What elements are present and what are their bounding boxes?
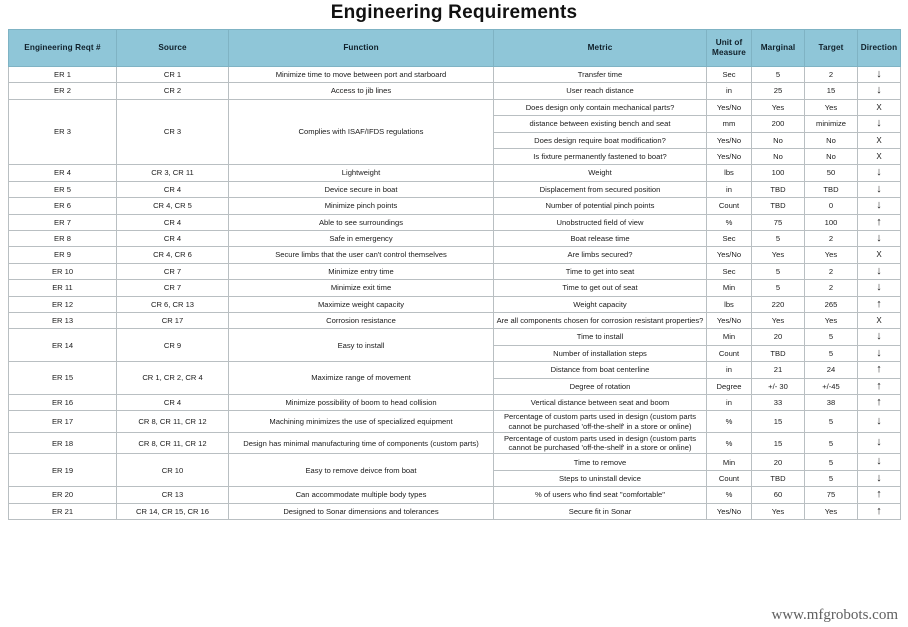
requirement-unit: Sec [707,263,752,279]
requirement-marginal: 15 [752,432,805,454]
requirement-unit: Yes/No [707,503,752,519]
requirement-metric: Weight [494,165,707,181]
requirement-function: Designed to Sonar dimensions and tolerances [229,503,494,519]
requirement-metric: Number of installation steps [494,345,707,361]
requirement-target: Yes [805,99,858,115]
requirement-source: CR 1, CR 2, CR 4 [117,362,229,395]
requirement-id: ER 5 [9,181,117,197]
requirement-target: No [805,148,858,164]
requirement-metric: Steps to uninstall device [494,470,707,486]
table-header-row [9,29,901,66]
requirement-source: CR 14, CR 15, CR 16 [117,503,229,519]
requirement-source: CR 8, CR 11, CR 12 [117,432,229,454]
requirement-metric: Does design require boat modification? [494,132,707,148]
requirement-metric: Is fixture permanently fastened to boat? [494,148,707,164]
requirement-direction-x [858,247,901,263]
requirement-marginal: 75 [752,214,805,230]
requirement-target: No [805,132,858,148]
requirement-metric: User reach distance [494,83,707,99]
table-row [9,503,901,519]
requirement-target: 265 [805,296,858,312]
requirement-marginal: 20 [752,454,805,470]
requirement-source: CR 13 [117,487,229,503]
column-header-target: Target [805,29,858,66]
requirement-target: Yes [805,247,858,263]
table-row [9,263,901,279]
requirement-id: ER 4 [9,165,117,181]
requirement-unit: % [707,214,752,230]
requirement-id: ER 12 [9,296,117,312]
requirement-function: Complies with ISAF/IFDS regulations [229,99,494,165]
requirement-direction-down [858,263,901,279]
requirement-direction-down [858,411,901,433]
requirement-unit: Sec [707,66,752,82]
requirement-function: Design has minimal manufacturing time of components (custom parts) [229,432,494,454]
requirement-unit: lbs [707,296,752,312]
requirement-function: Easy to install [229,329,494,362]
requirement-unit: % [707,432,752,454]
requirement-function: Safe in emergency [229,230,494,246]
requirement-target: Yes [805,312,858,328]
requirement-id: ER 19 [9,454,117,487]
requirement-metric: Are limbs secured? [494,247,707,263]
requirement-source: CR 17 [117,312,229,328]
requirement-direction-down [858,345,901,361]
requirement-unit: mm [707,116,752,132]
requirement-source: CR 9 [117,329,229,362]
requirement-marginal: TBD [752,470,805,486]
requirement-direction-down [858,198,901,214]
requirement-source: CR 7 [117,263,229,279]
requirement-unit: Sec [707,230,752,246]
requirement-function: Minimize exit time [229,280,494,296]
requirement-id: ER 6 [9,198,117,214]
requirement-marginal: 5 [752,263,805,279]
requirement-target: +/-45 [805,378,858,394]
table-row [9,432,901,454]
column-header-engineering-reqt: Engineering Reqt # [9,29,117,66]
requirement-source: CR 8, CR 11, CR 12 [117,411,229,433]
requirement-metric: Secure fit in Sonar [494,503,707,519]
table-row [9,411,901,433]
requirement-id: ER 8 [9,230,117,246]
requirement-direction-down [858,66,901,82]
requirement-metric: Does design only contain mechanical parts? [494,99,707,115]
requirement-metric: Time to remove [494,454,707,470]
requirement-metric: Transfer time [494,66,707,82]
page-title: Engineering Requirements [330,2,578,23]
requirement-id: ER 17 [9,411,117,433]
requirement-function: Minimize time to move between port and starboard [229,66,494,82]
requirement-function: Secure limbs that the user can't control themselves [229,247,494,263]
requirement-function: Minimize possibility of boom to head collision [229,395,494,411]
table-row [9,198,901,214]
requirement-id: ER 3 [9,99,117,165]
requirement-function: Corrosion resistance [229,312,494,328]
requirement-function: Machining minimizes the use of specialized equipment [229,411,494,433]
requirement-metric: Percentage of custom parts used in design (custom parts cannot be purchased 'off-the-shelf' in a store or online) [494,411,707,433]
table-row [9,395,901,411]
table-row [9,214,901,230]
requirement-target: minimize [805,116,858,132]
requirement-direction-down [858,181,901,197]
requirement-target: Yes [805,503,858,519]
requirement-target: 100 [805,214,858,230]
requirement-marginal: 220 [752,296,805,312]
requirement-source: CR 6, CR 13 [117,296,229,312]
requirement-target: 5 [805,345,858,361]
requirement-function: Maximize range of movement [229,362,494,395]
requirement-direction-x [858,132,901,148]
requirement-marginal: No [752,148,805,164]
requirement-marginal: 60 [752,487,805,503]
requirement-direction-down [858,280,901,296]
requirement-marginal: 21 [752,362,805,378]
requirement-marginal: 25 [752,83,805,99]
requirements-table-container [0,29,908,520]
table-row [9,181,901,197]
requirement-unit: Yes/No [707,99,752,115]
requirement-direction-down [858,454,901,470]
requirement-direction-up [858,296,901,312]
requirement-marginal: TBD [752,198,805,214]
table-row [9,312,901,328]
requirement-unit: Min [707,454,752,470]
requirement-source: CR 4 [117,181,229,197]
engineering-requirements-table [8,29,901,520]
table-header [9,29,901,66]
requirement-source: CR 1 [117,66,229,82]
requirement-target: 2 [805,66,858,82]
table-row [9,165,901,181]
column-header-direction: Direction [858,29,901,66]
requirement-unit: lbs [707,165,752,181]
requirement-target: 75 [805,487,858,503]
requirement-marginal: TBD [752,181,805,197]
requirement-metric: % of users who find seat "comfortable" [494,487,707,503]
requirement-id: ER 7 [9,214,117,230]
requirement-unit: % [707,411,752,433]
requirement-unit: in [707,83,752,99]
requirement-metric: Distance from boat centerline [494,362,707,378]
requirement-source: CR 4 [117,230,229,246]
requirement-function: Minimize entry time [229,263,494,279]
requirement-metric: Displacement from secured position [494,181,707,197]
requirement-marginal: Yes [752,312,805,328]
requirement-target: 24 [805,362,858,378]
requirement-source: CR 7 [117,280,229,296]
requirement-source: CR 2 [117,83,229,99]
requirement-function: Able to see surroundings [229,214,494,230]
requirement-unit: in [707,395,752,411]
requirement-source: CR 3 [117,99,229,165]
requirement-unit: Count [707,198,752,214]
table-row [9,247,901,263]
column-header-source: Source [117,29,229,66]
requirement-direction-x [858,99,901,115]
requirement-unit: Degree [707,378,752,394]
requirement-target: 0 [805,198,858,214]
requirement-function: Device secure in boat [229,181,494,197]
requirement-direction-up [858,362,901,378]
watermark: www.mfgrobots.com [771,607,898,623]
requirement-metric: distance between existing bench and seat [494,116,707,132]
requirement-unit: in [707,181,752,197]
requirement-marginal: Yes [752,99,805,115]
requirement-direction-x [858,148,901,164]
requirement-target: 38 [805,395,858,411]
requirement-source: CR 4 [117,214,229,230]
requirement-target: 5 [805,454,858,470]
table-row [9,66,901,82]
requirement-unit: Min [707,280,752,296]
requirement-metric: Time to get into seat [494,263,707,279]
requirement-id: ER 10 [9,263,117,279]
requirement-target: 5 [805,411,858,433]
requirement-direction-down [858,329,901,345]
table-row [9,487,901,503]
requirement-metric: Are all components chosen for corrosion resistant properties? [494,312,707,328]
table-row [9,296,901,312]
requirement-unit: Yes/No [707,247,752,263]
requirement-metric: Number of potential pinch points [494,198,707,214]
requirement-unit: Yes/No [707,312,752,328]
requirement-marginal: 5 [752,66,805,82]
table-body [9,66,901,519]
requirement-metric: Unobstructed field of view [494,214,707,230]
requirement-id: ER 2 [9,83,117,99]
requirement-direction-down [858,470,901,486]
requirement-source: CR 4, CR 6 [117,247,229,263]
table-row [9,454,901,470]
requirement-function: Can accommodate multiple body types [229,487,494,503]
requirement-function: Minimize pinch points [229,198,494,214]
requirement-marginal: Yes [752,247,805,263]
requirement-direction-up [858,378,901,394]
column-header-marginal: Marginal [752,29,805,66]
requirement-id: ER 20 [9,487,117,503]
requirement-id: ER 13 [9,312,117,328]
column-header-unit-of-measure: Unit of Measure [707,29,752,66]
requirement-metric: Time to get out of seat [494,280,707,296]
requirement-source: CR 3, CR 11 [117,165,229,181]
requirement-id: ER 9 [9,247,117,263]
requirement-direction-up [858,214,901,230]
requirement-direction-down [858,116,901,132]
requirement-id: ER 14 [9,329,117,362]
requirement-marginal: 15 [752,411,805,433]
requirement-id: ER 15 [9,362,117,395]
requirement-unit: Yes/No [707,132,752,148]
table-row [9,230,901,246]
requirement-function: Lightweight [229,165,494,181]
table-row [9,99,901,115]
requirement-target: 15 [805,83,858,99]
requirement-unit: Count [707,470,752,486]
requirement-function: Easy to remove deivce from boat [229,454,494,487]
requirement-function: Maximize weight capacity [229,296,494,312]
requirement-marginal: 5 [752,280,805,296]
requirement-target: 5 [805,329,858,345]
requirement-direction-down [858,83,901,99]
requirement-direction-up [858,503,901,519]
column-header-function: Function [229,29,494,66]
requirement-unit: % [707,487,752,503]
requirement-direction-x [858,312,901,328]
requirement-id: ER 16 [9,395,117,411]
requirement-function: Access to jib lines [229,83,494,99]
requirement-marginal: Yes [752,503,805,519]
requirement-direction-down [858,165,901,181]
requirement-target: TBD [805,181,858,197]
requirement-metric: Degree of rotation [494,378,707,394]
requirement-direction-up [858,487,901,503]
requirement-direction-down [858,230,901,246]
requirement-target: 50 [805,165,858,181]
requirement-marginal: TBD [752,345,805,361]
requirement-marginal: 5 [752,230,805,246]
requirement-unit: Count [707,345,752,361]
requirement-direction-down [858,432,901,454]
requirement-id: ER 11 [9,280,117,296]
requirement-marginal: 200 [752,116,805,132]
requirement-metric: Weight capacity [494,296,707,312]
requirement-direction-up [858,395,901,411]
requirement-target: 2 [805,263,858,279]
requirement-metric: Percentage of custom parts used in design (custom parts cannot be purchased 'off-the-shelf' in a store or online) [494,432,707,454]
requirement-marginal: +/- 30 [752,378,805,394]
requirement-target: 5 [805,470,858,486]
requirement-target: 5 [805,432,858,454]
table-row [9,83,901,99]
table-row [9,329,901,345]
requirement-source: CR 10 [117,454,229,487]
requirement-unit: in [707,362,752,378]
requirement-unit: Yes/No [707,148,752,164]
requirement-id: ER 1 [9,66,117,82]
requirement-marginal: 20 [752,329,805,345]
requirement-target: 2 [805,230,858,246]
requirement-target: 2 [805,280,858,296]
requirement-unit: Min [707,329,752,345]
requirement-source: CR 4, CR 5 [117,198,229,214]
column-header-metric: Metric [494,29,707,66]
requirement-metric: Time to install [494,329,707,345]
table-row [9,362,901,378]
requirement-marginal: 33 [752,395,805,411]
requirement-source: CR 4 [117,395,229,411]
requirement-marginal: 100 [752,165,805,181]
requirement-metric: Vertical distance between seat and boom [494,395,707,411]
requirement-metric: Boat release time [494,230,707,246]
requirement-marginal: No [752,132,805,148]
requirement-id: ER 18 [9,432,117,454]
requirement-id: ER 21 [9,503,117,519]
table-row [9,280,901,296]
